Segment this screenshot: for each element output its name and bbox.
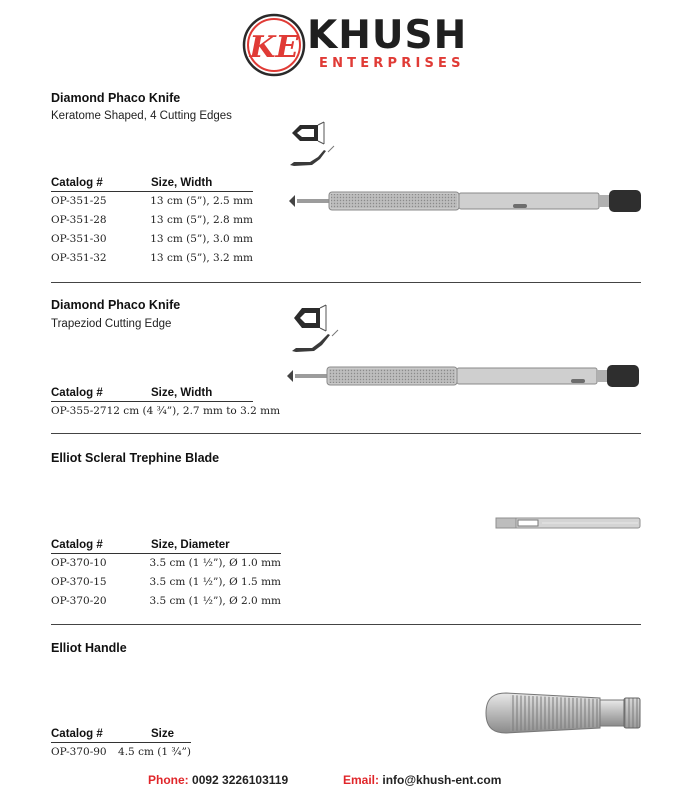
table-row bbox=[51, 592, 281, 611]
header-catalog: Catalog # bbox=[51, 539, 103, 551]
phone-label: Phone: bbox=[148, 773, 189, 787]
section-title: Elliot Handle bbox=[51, 641, 127, 655]
header-catalog: Catalog # bbox=[51, 728, 103, 740]
size-value: 3.5 cm (1 ½”), Ø 2.0 mm bbox=[149, 595, 281, 607]
keratome-tip-illustration bbox=[288, 120, 338, 175]
catalog-number: OP-370-15 bbox=[51, 576, 107, 588]
table-row bbox=[51, 743, 191, 762]
table-row bbox=[51, 249, 253, 268]
table-header bbox=[51, 538, 281, 554]
section-subtitle: Keratome Shaped, 4 Cutting Edges bbox=[51, 110, 232, 122]
size-value: 12 cm (4 ¾”), 2.7 mm to 3.2 mm bbox=[106, 405, 281, 417]
email-address[interactable]: info@khush-ent.com bbox=[382, 773, 502, 787]
catalog-number: OP-370-90 bbox=[51, 746, 107, 758]
section-title: Elliot Scleral Trephine Blade bbox=[51, 451, 220, 465]
section-divider bbox=[51, 433, 641, 434]
catalog-number: OP-351-30 bbox=[51, 233, 107, 245]
phaco-knife-illustration bbox=[285, 184, 645, 218]
catalog-number: OP-355-27 bbox=[51, 405, 107, 417]
table-row bbox=[51, 192, 253, 211]
size-value: 13 cm (5”), 2.8 mm bbox=[150, 214, 253, 226]
phone-number[interactable]: 0092 3226103119 bbox=[192, 773, 289, 787]
size-value: 13 cm (5”), 3.0 mm bbox=[150, 233, 253, 245]
ke-logo-mark bbox=[243, 12, 305, 78]
catalog-number: OP-351-32 bbox=[51, 252, 107, 264]
trapezoid-tip-illustration bbox=[290, 302, 340, 360]
header-catalog: Catalog # bbox=[51, 177, 103, 189]
brand-tagline: ENTERPRISES bbox=[319, 56, 465, 71]
brand-name: KHUSH bbox=[307, 13, 468, 58]
size-value: 3.5 cm (1 ½”), Ø 1.0 mm bbox=[149, 557, 281, 569]
email-label: Email: bbox=[343, 773, 380, 787]
size-value: 13 cm (5”), 2.5 mm bbox=[150, 195, 253, 207]
footer-phone bbox=[148, 773, 288, 787]
trephine-blade-illustration bbox=[494, 514, 642, 532]
section-title: Diamond Phaco Knife bbox=[51, 91, 181, 105]
table-row bbox=[51, 573, 281, 592]
catalog-table bbox=[51, 176, 253, 268]
footer-email bbox=[343, 773, 501, 787]
size-value: 13 cm (5”), 3.2 mm bbox=[150, 252, 253, 264]
table-header bbox=[51, 727, 191, 743]
catalog-table bbox=[51, 386, 281, 421]
table-row bbox=[51, 211, 253, 230]
header-size: Size, Width bbox=[151, 387, 213, 399]
catalog-number: OP-351-28 bbox=[51, 214, 107, 226]
catalog-number: OP-370-10 bbox=[51, 557, 107, 569]
catalog-number: OP-351-25 bbox=[51, 195, 107, 207]
brand-logo bbox=[243, 12, 468, 78]
header-size: Size bbox=[151, 728, 175, 740]
header-size: Size, Diameter bbox=[151, 539, 230, 551]
table-row bbox=[51, 402, 281, 421]
section-divider bbox=[51, 624, 641, 625]
table-header bbox=[51, 176, 253, 192]
table-row bbox=[51, 554, 281, 573]
size-value: 4.5 cm (1 ¾”) bbox=[118, 746, 191, 758]
section-divider bbox=[51, 282, 641, 283]
section-subtitle: Trapeziod Cutting Edge bbox=[51, 318, 172, 330]
catalog-number: OP-370-20 bbox=[51, 595, 107, 607]
catalog-table bbox=[51, 727, 191, 762]
size-value: 3.5 cm (1 ½”), Ø 1.5 mm bbox=[149, 576, 281, 588]
table-row bbox=[51, 230, 253, 249]
phaco-knife-illustration bbox=[281, 360, 643, 392]
header-size: Size, Width bbox=[151, 177, 213, 189]
elliot-handle-illustration bbox=[482, 690, 644, 736]
table-header bbox=[51, 386, 253, 402]
catalog-table bbox=[51, 538, 281, 611]
header-catalog: Catalog # bbox=[51, 387, 103, 399]
section-title: Diamond Phaco Knife bbox=[51, 298, 181, 312]
logo-mark-text: KE bbox=[249, 30, 299, 65]
